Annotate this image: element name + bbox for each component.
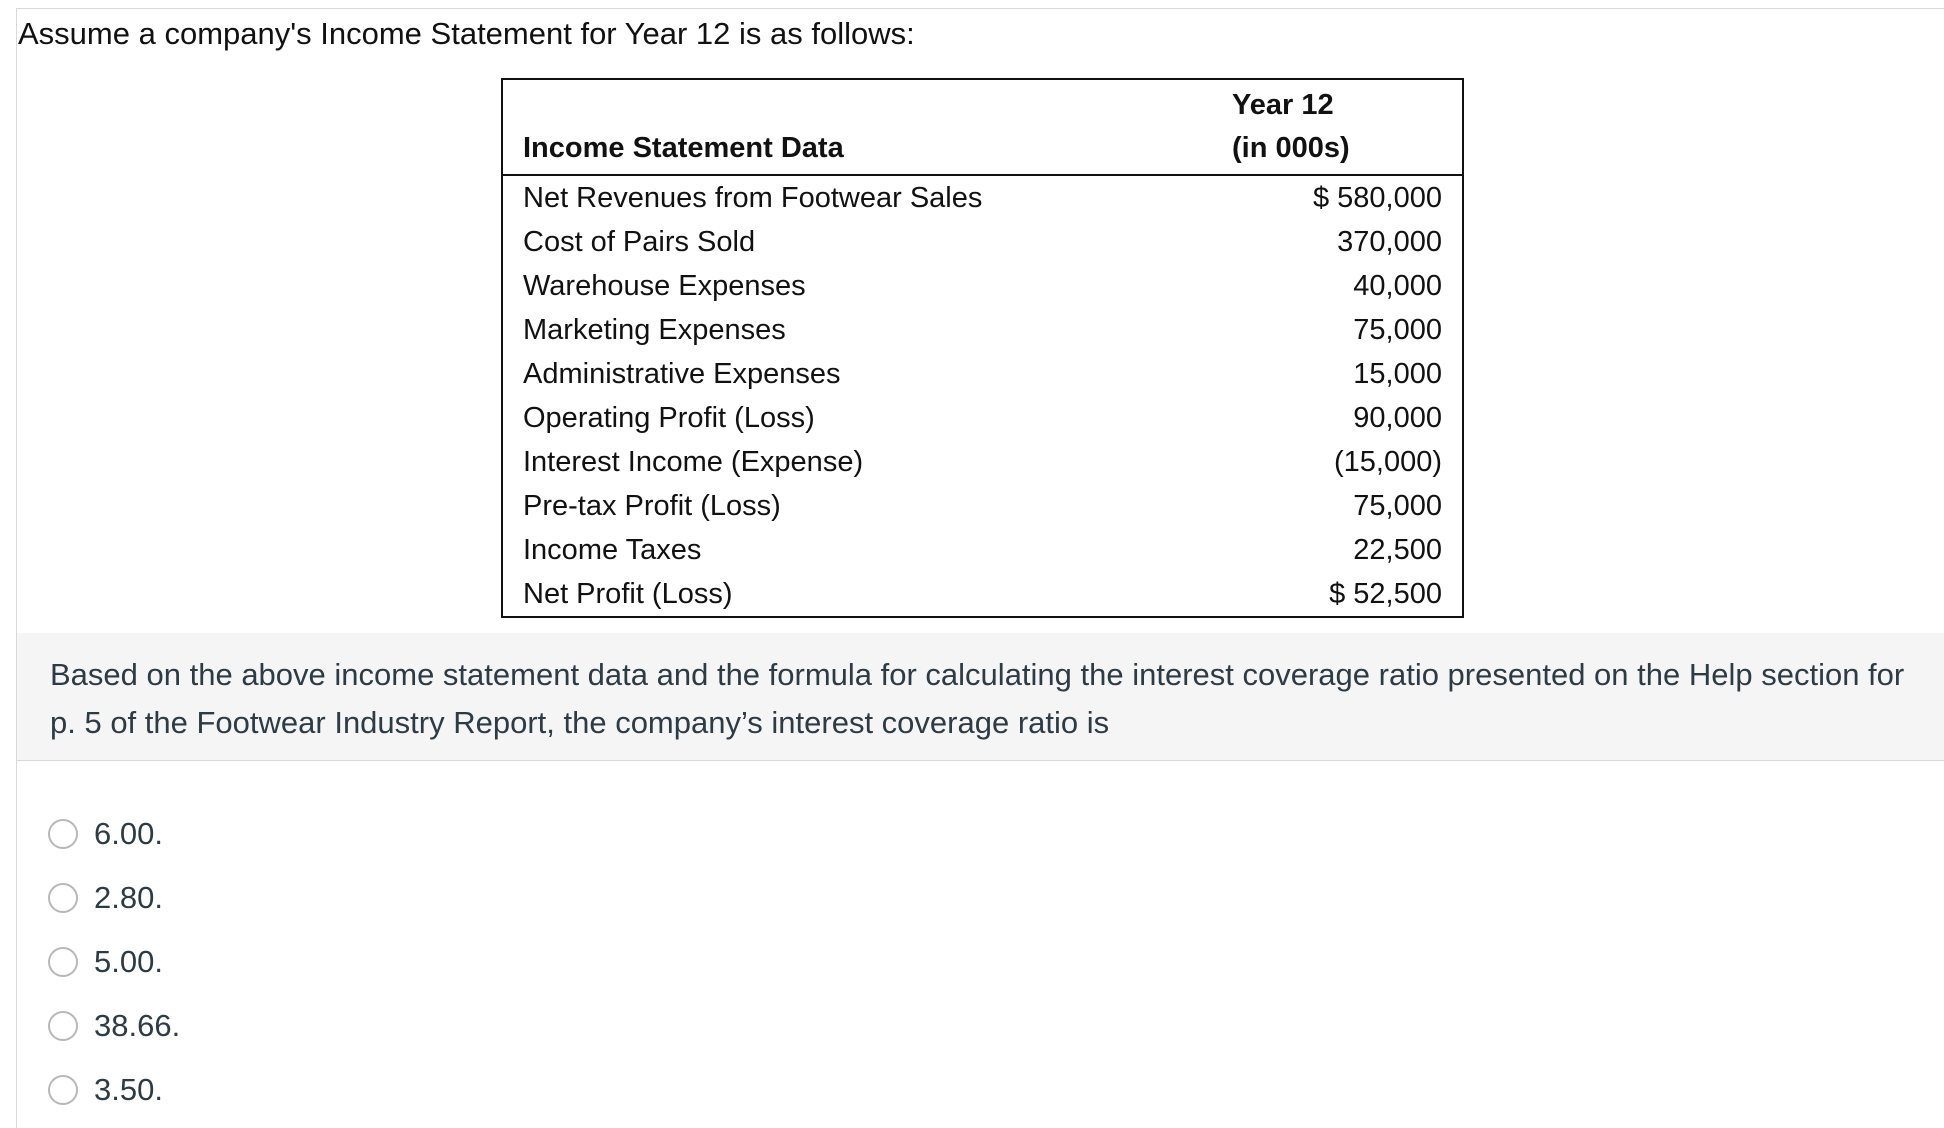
row-label: Administrative Expenses [523,358,841,390]
radio-button[interactable] [48,1075,78,1105]
table-row [502,220,1463,264]
row-label: Pre-tax Profit (Loss) [523,490,781,522]
answer-list [48,802,180,1122]
table-row [502,528,1463,572]
row-label: Net Profit (Loss) [523,578,733,610]
table-row [502,440,1463,484]
table-row [502,572,1463,617]
table-row [502,484,1463,528]
radio-button[interactable] [48,883,78,913]
answer-label: 38.66. [94,1008,181,1043]
answer-label: 3.50. [94,1072,163,1107]
row-value: 90,000 [1353,402,1442,434]
year-column-header-line2: (in 000s) [1232,132,1350,164]
table-row [502,308,1463,352]
row-value: (15,000) [1333,446,1442,478]
answer-label: 6.00. [94,816,163,851]
radio-button[interactable] [48,947,78,977]
row-label: Income Taxes [523,534,702,566]
answer-label: 2.80. [94,880,163,915]
row-label: Interest Income (Expense) [523,446,864,478]
table-row [502,175,1463,220]
question-prompt [17,633,1944,761]
answer-option-3[interactable] [48,930,180,994]
answer-option-5[interactable] [48,1058,180,1122]
table-row [502,264,1463,308]
row-value: 75,000 [1353,490,1442,522]
row-value: 15,000 [1353,358,1442,390]
row-label: Operating Profit (Loss) [523,402,815,434]
row-value: 75,000 [1353,314,1442,346]
question-frame-left-border [16,8,17,1128]
question-intro: Assume a company's Income Statement for Year 12 is as follows: [18,16,915,51]
answer-option-1[interactable] [48,802,180,866]
row-value: 370,000 [1337,226,1442,258]
year-column-header-line1: Year 12 [1232,89,1334,121]
row-value: $ 580,000 [1312,182,1442,214]
row-value: $ 52,500 [1329,578,1442,610]
answer-label: 5.00. [94,944,163,979]
radio-button[interactable] [48,1011,78,1041]
row-label: Warehouse Expenses [523,270,806,302]
row-value: 22,500 [1353,534,1442,566]
question-prompt-text: Based on the above income statement data and the formula for calculating the interest coverage ratio presented on the Help section for p. 5 of the Footwear Industry Report, the company’s interest coverage ratio is [50,657,1905,740]
year-column-header [1232,79,1463,175]
row-value: 40,000 [1353,270,1442,302]
income-table-header-label: Income Statement Data [502,79,1232,175]
income-table-header-row [502,79,1463,175]
income-statement-table [501,78,1464,618]
row-label: Marketing Expenses [523,314,786,346]
answer-option-4[interactable] [48,994,180,1058]
answer-option-2[interactable] [48,866,180,930]
question-frame-top-border [16,8,1944,9]
row-label: Net Revenues from Footwear Sales [523,182,983,214]
radio-button[interactable] [48,819,78,849]
row-label: Cost of Pairs Sold [523,226,756,258]
table-row [502,352,1463,396]
table-row [502,396,1463,440]
